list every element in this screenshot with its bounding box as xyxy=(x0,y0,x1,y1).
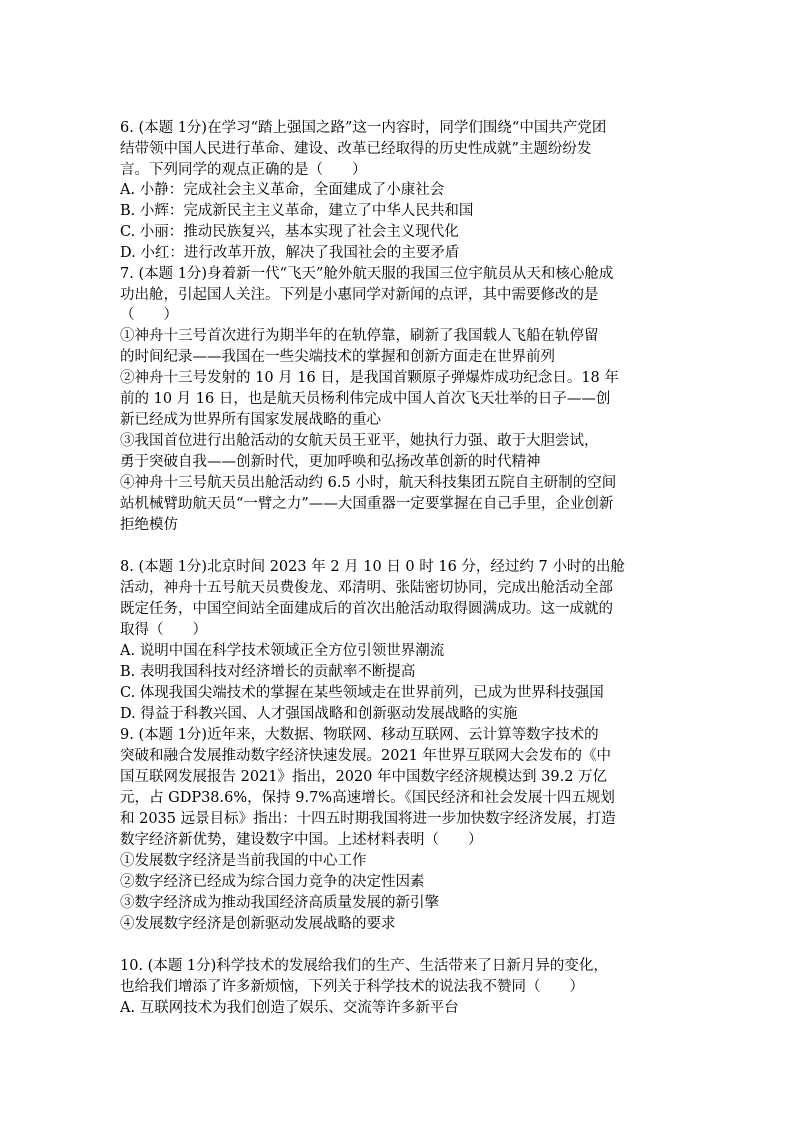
q7-statement-line-9: 站机械臂助航天员“一臂之力”——大国重器一定要掌握在自己手里，企业创新 xyxy=(120,496,614,512)
q7-stem-line-1: 7. (本题 1分)身着新一代“飞天”舱外航天服的我国三位宇航员从天和核心舱成 xyxy=(120,266,614,282)
q6-option-b: B. 小辉：完成新民主主义革命，建立了中华人民共和国 xyxy=(120,203,474,219)
q10-option-a: A. 互联网技术为我们创造了娱乐、交流等许多新平台 xyxy=(120,1000,459,1016)
q9-stem-line-4: 元，占 GDP38.6%，保持 9.7%高速增长。《国民经济和社会发展十四五规划 xyxy=(120,790,615,806)
q7-statement-line-7: 勇于突破自我——创新时代，更加呼唤和弘扬改革创新的时代精神 xyxy=(120,454,541,470)
q8-stem-line-4: 取得（ ） xyxy=(120,622,207,638)
q9-statement-3: ③数字经济成为推动我国经济高质量发展的新引擎 xyxy=(120,895,439,911)
q6-stem-line-2: 结带领中国人民进行革命、建设、改革已经取得的历史性成就”主题纷纷发 xyxy=(120,141,592,157)
q7-statement-line-5: 新已经成为世界所有国家发展战略的重心 xyxy=(120,412,381,428)
q7-stem-line-2: 功出舱，引起国人关注。下列是小惠同学对新闻的点评，其中需要修改的是 xyxy=(120,287,599,303)
q8-option-d: D. 得益于科教兴国、人才强国战略和创新驱动发展战略的实施 xyxy=(120,706,518,722)
q9-statement-1: ①发展数字经济是当前我国的中心工作 xyxy=(120,853,367,869)
q7-statement-line-1: ①神舟十三号首次进行为期半年的在轨停靠，刷新了我国载人飞船在轨停留 xyxy=(120,328,599,344)
q6-option-d: D. 小红：进行改革开放，解决了我国社会的主要矛盾 xyxy=(120,245,460,261)
q9-statement-2: ②数字经济已经成为综合国力竞争的决定性因素 xyxy=(120,874,425,890)
q8-stem-line-2: 活动，神舟十五号航天员费俊龙、邓清明、张陆密切协同，完成出舱活动全部 xyxy=(120,580,613,596)
q9-stem-line-3: 国互联网发展报告 2021》指出，2020 年中国数字经济规模达到 39.2 万亿 xyxy=(120,769,608,785)
q8-option-c: C. 体现我国尖端技术的掌握在某些领域走在世界前列，已成为世界科技强国 xyxy=(120,685,604,701)
q8-stem-line-1: 8. (本题 1分)北京时间 2023 年 2 月 10 日 0 时 16 分，经过约 7 小时的出舱 xyxy=(120,559,625,575)
q6-option-a: A. 小静：完成社会主义革命，全面建成了小康社会 xyxy=(120,182,445,198)
q9-stem-line-6: 数字经济新优势，建设数字中国。上述材料表明（ ） xyxy=(120,832,483,848)
q9-stem-line-1: 9. (本题 1分)近年来，大数据、物联网、移动互联网、云计算等数字技术的 xyxy=(120,727,599,743)
q8-option-a: A. 说明中国在科学技术领域正全方位引领世界潮流 xyxy=(120,643,445,659)
q7-stem-line-3: （ ） xyxy=(120,307,178,323)
q10-stem-line-2: 也给我们增添了许多新烦恼，下列关于科学技术的说法我不赞同（ ） xyxy=(120,979,584,995)
q7-statement-line-8: ④神舟十三号航天员出舱活动约 6.5 小时，航天科技集团五院自主研制的空间 xyxy=(120,475,617,491)
q10-stem-line-1: 10. (本题 1分)科学技术的发展给我们的生产、生活带来了日新月异的变化， xyxy=(120,958,608,974)
q8-stem-line-3: 既定任务，中国空间站全面建成后的首次出舱活动取得圆满成功。这一成就的 xyxy=(120,601,613,617)
q7-statement-line-6: ③我国首位进行出舱活动的女航天员王亚平，她执行力强、敢于大胆尝试， xyxy=(120,433,599,449)
q8-option-b: B. 表明我国科技对经济增长的贡献率不断提高 xyxy=(120,664,416,680)
q7-statement-line-2: 的时间纪录——我国在一些尖端技术的掌握和创新方面走在世界前列 xyxy=(120,349,555,365)
q9-stem-line-2: 突破和融合发展推动数字经济快速发展。2021 年世界互联网大会发布的《中 xyxy=(120,748,612,764)
q6-stem-line-3: 言。下列同学的观点正确的是（ ） xyxy=(120,162,367,178)
q9-statement-4: ④发展数字经济是创新驱动发展战略的要求 xyxy=(120,916,396,932)
q7-statement-line-3: ②神舟十三号发射的 10 月 16 日，是我国首颗原子弹爆炸成功纪念日。18 年 xyxy=(120,370,619,386)
q9-stem-line-5: 和 2035 远景目标》指出：十四五时期我国将进一步加快数字经济发展，打造 xyxy=(120,811,616,827)
q7-statement-line-10: 拒绝模仿 xyxy=(120,517,178,533)
q6-stem-line-1: 6. (本题 1分)在学习“踏上强国之路”这一内容时，同学们围绕“中国共产党团 xyxy=(120,120,607,136)
q7-statement-line-4: 前的 10 月 16 日，也是航天员杨利伟完成中国人首次飞天壮举的日子——创 xyxy=(120,391,611,407)
q6-option-c: C. 小丽：推动民族复兴，基本实现了社会主义现代化 xyxy=(120,224,459,240)
